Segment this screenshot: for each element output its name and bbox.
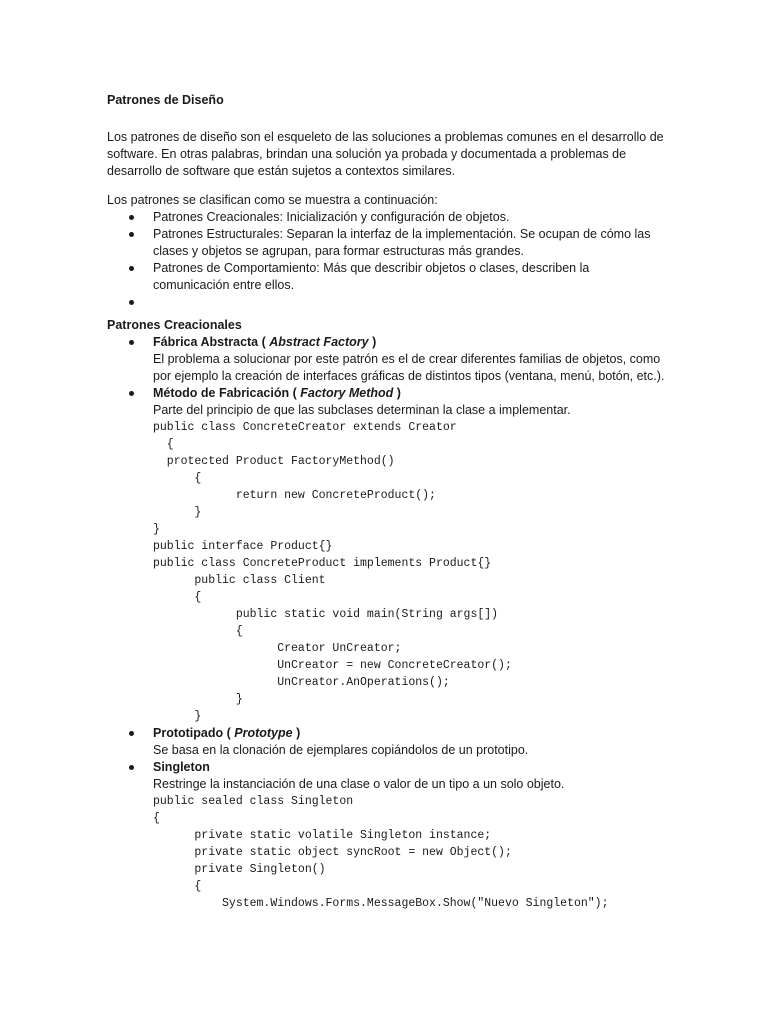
pattern-description: Parte del principio de que las subclases determinan la clase a implementar. <box>153 403 571 417</box>
bullet-icon <box>129 340 134 345</box>
bullet-icon <box>129 731 134 736</box>
code-line: { <box>153 591 202 604</box>
code-line: private Singleton() <box>153 863 326 876</box>
pattern-description: El problema a solucionar por este patrón es el de crear diferentes familias de objetos, como por ejemplo la creación de interfaces gráficas de distintos tipos (ventana, menú, botón, etc.). <box>153 352 665 383</box>
pattern-abstract-factory <box>107 334 667 385</box>
creational-patterns-list-continued <box>107 725 667 793</box>
list-item: Patrones Creacionales: Inicialización y configuración de objetos. <box>107 209 667 226</box>
bullet-icon <box>129 215 134 220</box>
list-item: Patrones Estructurales: Separan la interfaz de la implementación. Se ocupan de cómo las clases y objetos se agrupan, para formar estructuras más grandes. <box>107 226 667 260</box>
list-item <box>107 294 667 311</box>
code-line: Creator UnCreator; <box>153 642 402 655</box>
code-line: return new ConcreteProduct(); <box>153 489 436 502</box>
document-page <box>107 92 667 912</box>
pattern-prototype <box>107 725 667 759</box>
code-line: public class Client <box>153 574 326 587</box>
pattern-description: Se basa en la clonación de ejemplares copiándolos de un prototipo. <box>153 743 529 757</box>
code-line: public interface Product{} <box>153 540 333 553</box>
code-line: { <box>153 472 202 485</box>
bullet-icon <box>129 765 134 770</box>
code-line: private static volatile Singleton instance; <box>153 829 492 842</box>
bullet-icon <box>129 232 134 237</box>
code-line: { <box>153 438 174 451</box>
code-line: } <box>153 693 243 706</box>
pattern-heading: Fábrica Abstracta ( Abstract Factory ) <box>153 335 377 349</box>
code-line: private static object syncRoot = new Object(); <box>153 846 512 859</box>
code-line: public static void main(String args[]) <box>153 608 499 621</box>
document-title: Patrones de Diseño <box>107 93 224 107</box>
bullet-icon <box>129 391 134 396</box>
code-line: public class ConcreteCreator extends Creator <box>153 421 457 434</box>
code-line: } <box>153 710 202 723</box>
bullet-icon <box>129 266 134 271</box>
pattern-factory-method <box>107 385 667 419</box>
code-line: public sealed class Singleton <box>153 795 354 808</box>
code-line: UnCreator.AnOperations(); <box>153 676 450 689</box>
code-line: System.Windows.Forms.MessageBox.Show("Nuevo Singleton"); <box>153 897 609 910</box>
pattern-types-list <box>107 209 667 311</box>
code-line: } <box>153 523 160 536</box>
code-block-singleton <box>107 793 667 912</box>
section-title: Patrones Creacionales <box>107 318 242 332</box>
pattern-heading: Método de Fabricación ( Factory Method ) <box>153 386 401 400</box>
code-line: public class ConcreteProduct implements Product{} <box>153 557 492 570</box>
bullet-icon <box>129 300 134 305</box>
list-item: Patrones de Comportamiento: Más que describir objetos o clases, describen la comunicación entre ellos. <box>107 260 667 294</box>
code-line: { <box>153 812 160 825</box>
intro-paragraph: Los patrones de diseño son el esqueleto de las soluciones a problemas comunes en el desarrollo de software. En otras palabras, brindan una solución ya probada y documentada a problemas de desarrollo de software que están sujetos a contextos similares. <box>107 130 664 178</box>
code-line: UnCreator = new ConcreteCreator(); <box>153 659 512 672</box>
code-line: } <box>153 506 202 519</box>
pattern-singleton <box>107 759 667 793</box>
pattern-description: Restringe la instanciación de una clase o valor de un tipo a un solo objeto. <box>153 777 565 791</box>
code-line: { <box>153 880 202 893</box>
creational-patterns-list <box>107 334 667 419</box>
pattern-heading: Singleton <box>153 760 210 774</box>
code-block-factory-method <box>107 419 667 725</box>
code-line: { <box>153 625 243 638</box>
pattern-heading: Prototipado ( Prototype ) <box>153 726 301 740</box>
classification-intro: Los patrones se clasifican como se muestra a continuación: <box>107 193 438 207</box>
code-line: protected Product FactoryMethod() <box>153 455 395 468</box>
